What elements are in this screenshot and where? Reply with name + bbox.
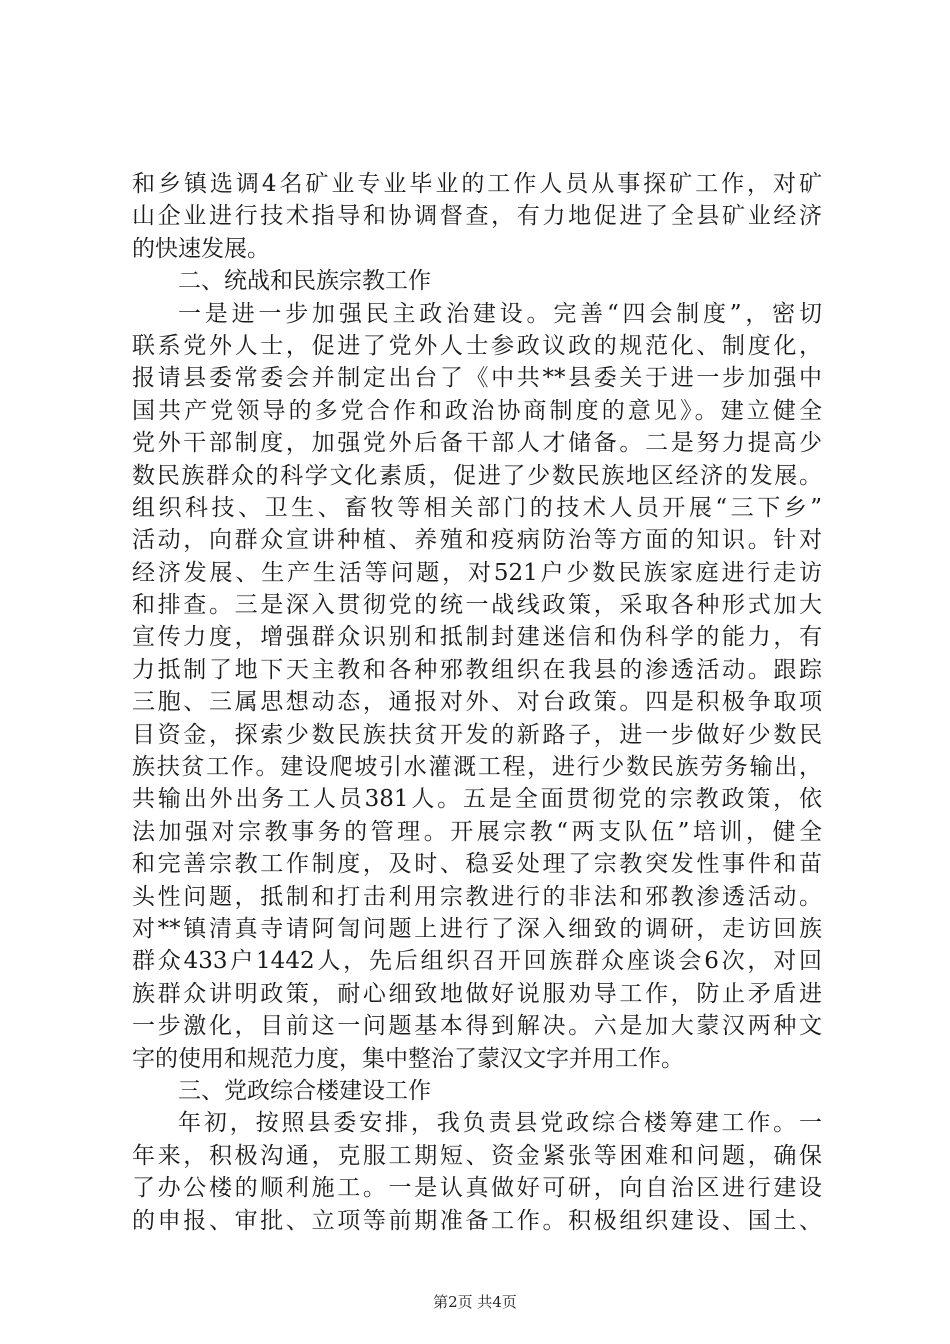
text-line: 的快速发展。	[132, 235, 270, 262]
text-line: 经济发展、生产生活等问题，对521户少数民族家庭进行走访	[132, 559, 822, 586]
text-line: 宣传力度，增强群众识别和抵制封建迷信和伪科学的能力，有	[132, 624, 822, 651]
text-line: 和排查。三是深入贯彻党的统一战线政策，采取各种形式加大	[132, 592, 822, 619]
text-line: 一步激化，目前这一问题基本得到解决。六是加大蒙汉两种文	[132, 1013, 822, 1040]
text-line: 报请县委常委会并制定出台了《中共**县委关于进一步加强中	[132, 365, 822, 392]
section-heading: 二、统战和民族宗教工作	[178, 268, 431, 295]
text-line: 组织科技、卫生、畜牧等相关部门的技术人员开展“三下乡”	[132, 494, 822, 521]
document-body	[132, 168, 822, 1237]
text-line: 力抵制了地下天主教和各种邪教组织在我县的渗透活动。跟踪	[132, 656, 822, 683]
text-line: 年来，积极沟通，克服工期短、资金紧张等困难和问题，确保	[132, 1142, 822, 1169]
text-line: 字的使用和规范力度，集中整治了蒙汉文字并用工作。	[132, 1045, 684, 1072]
text-line: 了办公楼的顺利施工。一是认真做好可研，向自治区进行建设	[132, 1175, 822, 1202]
text-line: 国共产党领导的多党合作和政治协商制度的意见》。建立健全	[132, 397, 822, 424]
section-heading: 三、党政综合楼建设工作	[178, 1077, 431, 1104]
text-line: 联系党外人士，促进了党外人士参政议政的规范化、制度化，	[132, 332, 822, 359]
text-line: 族扶贫工作。建设爬坡引水灌溉工程，进行少数民族劳务输出，	[132, 754, 822, 781]
text-line: 一是进一步加强民主政治建设。完善“四会制度”，密切	[178, 300, 822, 327]
text-line: 族群众讲明政策，耐心细致地做好说服劝导工作，防止矛盾进	[132, 980, 822, 1007]
text-line: 的申报、审批、立项等前期准备工作。积极组织建设、国土、	[132, 1207, 822, 1234]
text-line: 头性问题，抵制和打击利用宗教进行的非法和邪教渗透活动。	[132, 883, 822, 910]
text-line: 三胞、三属思想动态，通报对外、对台政策。四是积极争取项	[132, 689, 822, 716]
text-line: 共输出外出务工人员381人。五是全面贯彻党的宗教政策，依	[132, 786, 822, 813]
text-line: 和完善宗教工作制度，及时、稳妥处理了宗教突发性事件和苗	[132, 851, 822, 878]
text-line: 数民族群众的科学文化素质，促进了少数民族地区经济的发展。	[132, 462, 822, 489]
text-line: 目资金，探索少数民族扶贫开发的新路子，进一步做好少数民	[132, 721, 822, 748]
text-line: 和乡镇选调4名矿业专业毕业的工作人员从事探矿工作，对矿	[132, 171, 822, 197]
text-line: 活动，向群众宣讲种植、养殖和疫病防治等方面的知识。针对	[132, 527, 822, 554]
page-footer: 第2页 共4页	[433, 1293, 517, 1311]
text-line: 山企业进行技术指导和协调督查，有力地促进了全县矿业经济	[132, 203, 822, 230]
text-line: 群众433户1442人，先后组织召开回族群众座谈会6次，对回	[132, 948, 822, 975]
text-line: 对**镇清真寺请阿訇问题上进行了深入细致的调研，走访回族	[132, 915, 822, 942]
text-line: 党外干部制度，加强党外后备干部人才储备。二是努力提高少	[132, 430, 822, 457]
text-line: 法加强对宗教事务的管理。开展宗教“两支队伍”培训，健全	[132, 818, 822, 845]
text-line: 年初，按照县委安排，我负责县党政综合楼筹建工作。一	[178, 1110, 822, 1137]
